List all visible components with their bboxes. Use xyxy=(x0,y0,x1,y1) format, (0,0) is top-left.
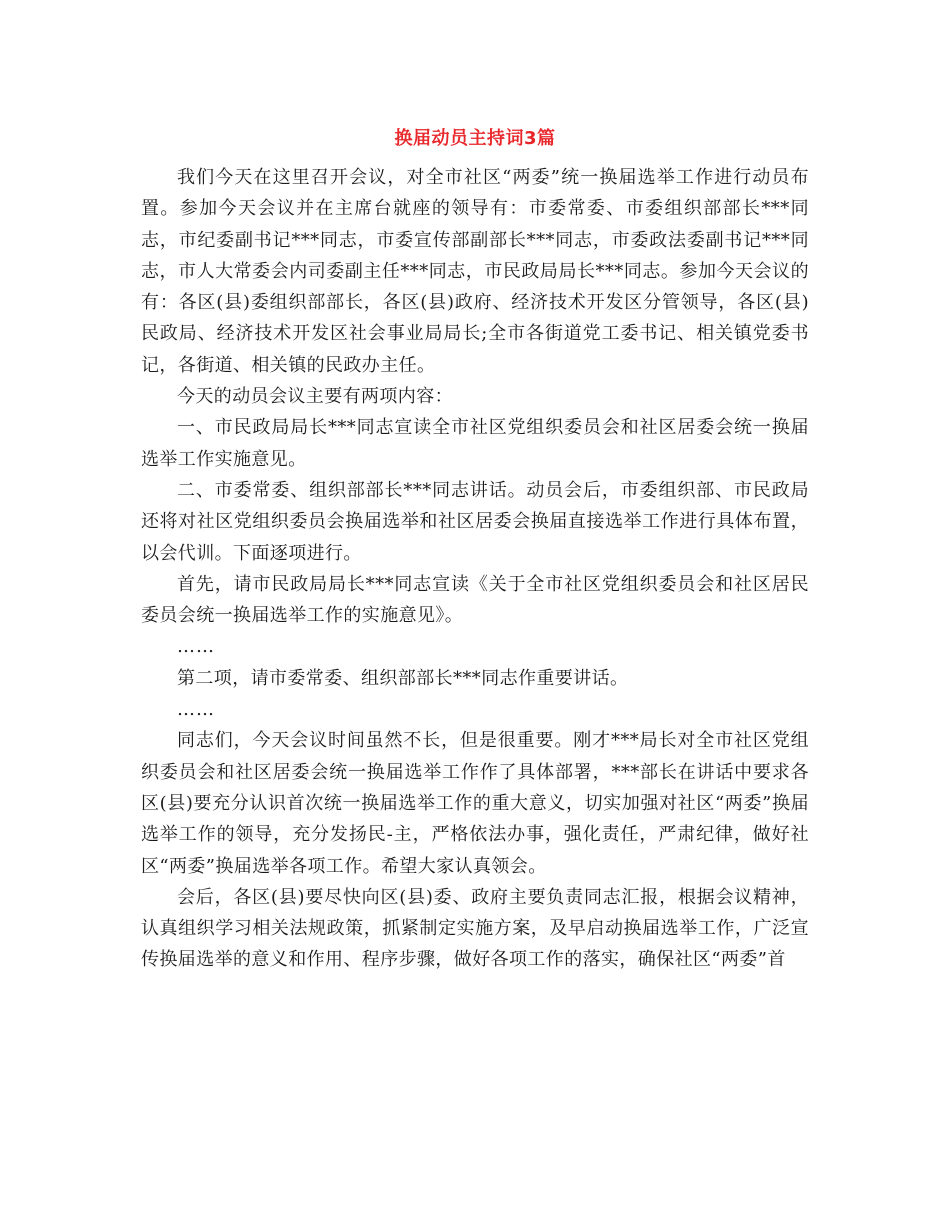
document-body xyxy=(141,162,809,976)
paragraph-ellipsis: …… xyxy=(177,699,215,721)
paragraph-second-item: 第二项，请市委常委、组织部部长***同志作重要讲话。 xyxy=(177,667,629,689)
paragraph-first-item: 首先，请市民政局局长***同志宣读《关于全市社区党组织委员会和社区居民委员会统一换届选举工作的实施意见》。 xyxy=(141,573,809,627)
paragraph-ellipsis: …… xyxy=(177,636,215,658)
paragraph-agenda-intro: 今天的动员会议主要有两项内容： xyxy=(177,386,453,408)
paragraph-opening: 我们今天在这里召开会议，对全市社区“两委”统一换届选举工作进行动员布置。参加今天会议并在主席台就座的领导有：市委常委、市委组织部部长***同志，市纪委副书记***同志，市委宣传部副部长***同志，市委政法委副书记***同志，市人大常委会内司委副主任***同志，市民政局局长***同志。参加今天会议的有：各区(县)委组织部部长，各区(县)政府、经济技术开发区分管领导，各区(县)民政局、经济技术开发区社会事业局局长;全市各街道党工委书记、相关镇党委书记，各街道、相关镇的民政办主任。 xyxy=(141,167,809,376)
paragraph-agenda-item-2: 二、市委常委、组织部部长***同志讲话。动员会后，市委组织部、市民政局还将对社区党组织委员会换届选举和社区居委会换届直接选举工作进行具体布置，以会代训。下面逐项进行。 xyxy=(141,479,809,564)
paragraph-agenda-item-1: 一、市民政局局长***同志宣读全市社区党组织委员会和社区居委会统一换届选举工作实施意见。 xyxy=(141,417,809,470)
document-title: 换届动员主持词3篇 xyxy=(394,128,556,149)
paragraph-follow-up: 会后，各区(县)要尽快向区(县)委、政府主要负责同志汇报，根据会议精神，认真组织学习相关法规政策，抓紧制定实施方案，及早启动换届选举工作，广泛宣传换届选举的意义和作用、程序步骤，做好各项工作的落实，确保社区“两委”首 xyxy=(141,886,809,971)
paragraph-summary: 同志们，今天会议时间虽然不长，但是很重要。刚才***局长对全市社区党组织委员会和社区居委会统一换届选举工作作了具体部署，***部长在讲话中要求各区(县)要充分认识首次统一换届选举工作的重大意义，切实加强对社区“两委”换届选举工作的领导，充分发扬民-主，严格依法办事，强化责任，严肃纪律，做好社区“两委”换届选举各项工作。希望大家认真领会。 xyxy=(141,730,809,877)
